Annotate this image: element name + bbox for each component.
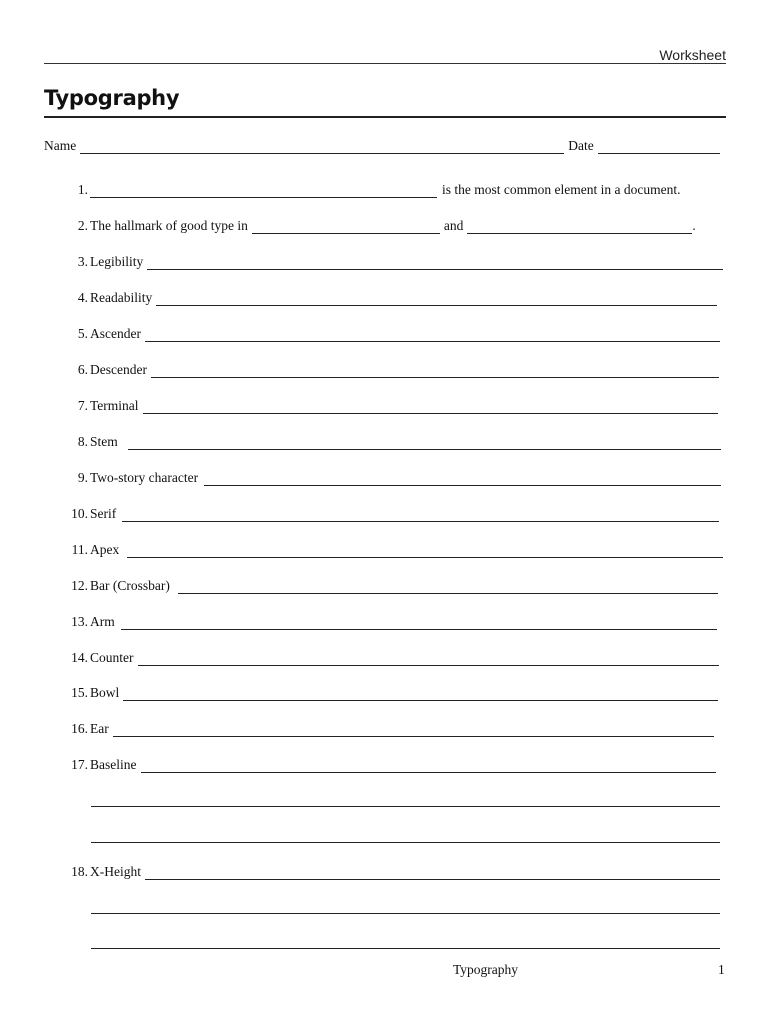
list-item bbox=[44, 434, 721, 450]
answer-line[interactable] bbox=[147, 255, 723, 270]
item-number: 6. bbox=[77, 362, 88, 377]
list-item bbox=[44, 614, 717, 630]
answer-line[interactable] bbox=[178, 579, 718, 594]
list-item bbox=[44, 757, 716, 773]
item-label: Apex bbox=[90, 542, 120, 557]
question-text: . bbox=[692, 218, 696, 233]
question-text: and bbox=[443, 218, 464, 233]
answer-line[interactable] bbox=[91, 806, 720, 807]
answer-line[interactable] bbox=[91, 948, 720, 949]
answer-line[interactable] bbox=[145, 327, 720, 342]
item-number: 16. bbox=[71, 721, 88, 736]
list-item bbox=[44, 290, 717, 306]
question-number: 1. bbox=[77, 182, 88, 197]
item-number: 15. bbox=[71, 685, 88, 700]
list-item bbox=[44, 650, 719, 666]
item-number: 9. bbox=[77, 470, 88, 485]
item-number: 10. bbox=[71, 506, 88, 521]
item-label: X-Height bbox=[90, 864, 141, 879]
title-rule bbox=[44, 116, 726, 118]
name-label: Name bbox=[44, 138, 77, 153]
answer-line[interactable] bbox=[143, 399, 718, 414]
answer-blank[interactable] bbox=[467, 219, 692, 234]
item-label: Terminal bbox=[90, 398, 139, 413]
footer-title: Typography bbox=[453, 962, 519, 977]
list-item bbox=[44, 864, 720, 880]
list-item bbox=[44, 685, 718, 701]
item-label: Legibility bbox=[90, 254, 144, 269]
list-item bbox=[44, 542, 723, 558]
answer-line[interactable] bbox=[122, 507, 719, 522]
answer-line[interactable] bbox=[145, 865, 720, 880]
item-number: 3. bbox=[77, 254, 88, 269]
answer-line[interactable] bbox=[121, 615, 717, 630]
answer-line[interactable] bbox=[128, 435, 721, 450]
list-item bbox=[44, 470, 721, 486]
answer-line[interactable] bbox=[156, 291, 717, 306]
list-item bbox=[44, 506, 719, 522]
list-item bbox=[44, 398, 718, 414]
item-label: Ascender bbox=[90, 326, 141, 341]
item-label: Serif bbox=[90, 506, 117, 521]
question-text: is the most common element in a document. bbox=[442, 182, 681, 197]
answer-line[interactable] bbox=[123, 686, 718, 701]
item-number: 12. bbox=[71, 578, 88, 593]
list-item bbox=[44, 362, 719, 378]
item-number: 13. bbox=[71, 614, 88, 629]
question-1 bbox=[44, 182, 710, 198]
item-label: Descender bbox=[90, 362, 147, 377]
answer-line[interactable] bbox=[91, 842, 720, 843]
answer-blank[interactable] bbox=[252, 219, 440, 234]
item-label: Stem bbox=[90, 434, 118, 449]
item-number: 14. bbox=[71, 650, 88, 665]
header-label: Worksheet bbox=[659, 47, 726, 63]
answer-line[interactable] bbox=[91, 913, 720, 914]
answer-line[interactable] bbox=[113, 722, 714, 737]
date-label: Date bbox=[568, 138, 594, 153]
answer-line[interactable] bbox=[138, 651, 720, 666]
answer-line[interactable] bbox=[127, 543, 723, 558]
item-label: Readability bbox=[90, 290, 153, 305]
item-label: Counter bbox=[90, 650, 134, 665]
item-number: 4. bbox=[77, 290, 88, 305]
item-number: 7. bbox=[77, 398, 88, 413]
item-number: 8. bbox=[77, 434, 88, 449]
date-field[interactable] bbox=[598, 139, 720, 154]
list-item bbox=[44, 326, 720, 342]
item-number: 18. bbox=[71, 864, 88, 879]
item-number: 17. bbox=[71, 757, 88, 772]
item-label: Two-story character bbox=[90, 470, 199, 485]
item-label: Bar (Crossbar) bbox=[90, 578, 170, 593]
list-item bbox=[44, 721, 714, 737]
page-title: Typography bbox=[44, 86, 180, 110]
name-field[interactable] bbox=[80, 139, 564, 154]
item-number: 5. bbox=[77, 326, 88, 341]
question-2 bbox=[44, 218, 720, 234]
answer-line[interactable] bbox=[204, 471, 721, 486]
answer-line[interactable] bbox=[141, 758, 717, 773]
page-number: 1 bbox=[718, 962, 725, 977]
question-number: 2. bbox=[77, 218, 88, 233]
header-rule bbox=[44, 63, 726, 64]
item-number: 11. bbox=[71, 542, 88, 557]
item-label: Arm bbox=[90, 614, 115, 629]
list-item bbox=[44, 254, 723, 270]
question-text: The hallmark of good type in bbox=[90, 218, 248, 233]
name-date-row bbox=[44, 138, 720, 154]
answer-line[interactable] bbox=[151, 363, 719, 378]
item-label: Baseline bbox=[90, 757, 137, 772]
item-label: Bowl bbox=[90, 685, 120, 700]
list-item bbox=[44, 578, 718, 594]
answer-blank[interactable] bbox=[90, 183, 437, 198]
item-label: Ear bbox=[90, 721, 109, 736]
